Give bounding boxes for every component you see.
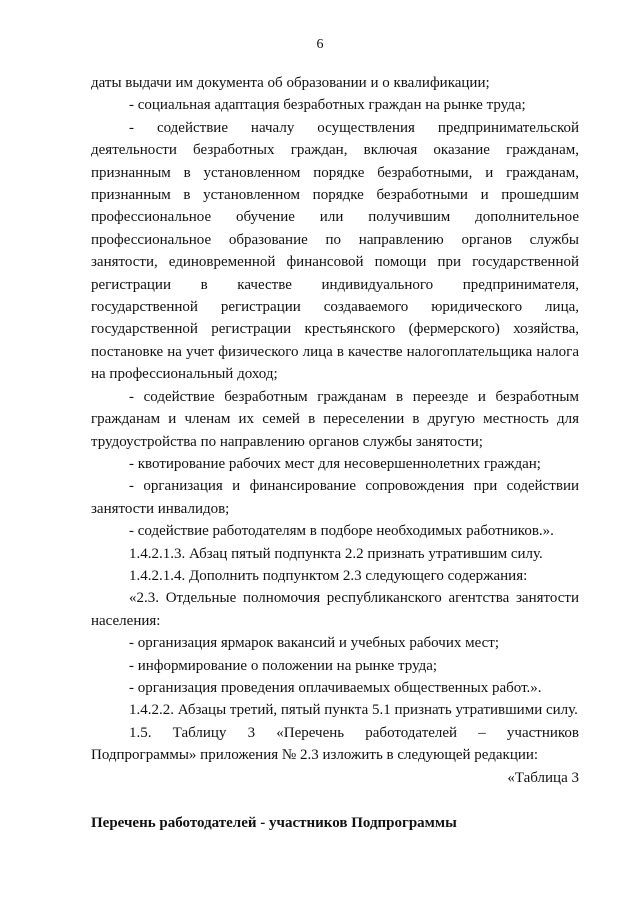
paragraph: 1.4.2.2. Абзацы третий, пятый пункта 5.1 признать утратившими силу. [129, 702, 578, 719]
page-number: 6 [316, 37, 324, 52]
section-heading: Перечень работодателей - участников Подпрограммы [91, 815, 457, 831]
paragraph: - содействие началу осуществления предпринимательской деятельности безработных граждан, включая оказание гражданам, признанным в установленном порядке безработными, и гражданам, признанным в установленном порядке безработными и прошедшим профессиональное обучение или получившим дополнительное профессиональное образование по направлению органов службы занятости, единовременной финансовой помощи при государственной регистрации в качестве индивидуального предпринимателя, государственной регистрации создаваемого юридического лица, государственной регистрации крестьянского (фермерского) хозяйства, постановке на учет физического лица в качестве налогоплательщика налога на профессиональный доход; [91, 119, 579, 383]
paragraph: 1.4.2.1.4. Дополнить подпунктом 2.3 следующего содержания: [129, 567, 528, 584]
paragraph: - организация проведения оплачиваемых общественных работ.». [129, 679, 542, 696]
paragraph: даты выдачи им документа об образовании и о квалификации; [91, 75, 490, 91]
paragraph: - квотирование рабочих мест для несовершеннолетних граждан; [129, 455, 541, 472]
paragraph: - содействие работодателям в подборе необходимых работников.». [129, 523, 554, 540]
paragraph: - организация и финансирование сопровождения при содействии занятости инвалидов; [91, 478, 579, 517]
paragraph: - информирование о положении на рынке труда; [129, 657, 438, 674]
paragraph: 1.4.2.1.3. Абзац пятый подпункта 2.2 признать утратившим силу. [129, 545, 543, 562]
paragraph: - содействие безработным гражданам в переезде и безработным гражданам и членам их семей в переселении в другую местность для трудоустройства по направлению органов службы занятости; [91, 388, 579, 450]
table-caption: «Таблица 3 [507, 769, 579, 786]
paragraph: 1.5. Таблицу 3 «Перечень работодателей – участников Подпрограммы» приложения № 2.3 изложить в следующей редакции: [91, 724, 579, 764]
paragraph: - организация ярмарок вакансий и учебных рабочих мест; [129, 635, 499, 652]
paragraph: - социальная адаптация безработных граждан на рынке труда; [129, 97, 526, 114]
body-text [91, 72, 579, 834]
paragraph: «2.3. Отдельные полномочия республиканского агентства занятости населения: [91, 590, 579, 629]
